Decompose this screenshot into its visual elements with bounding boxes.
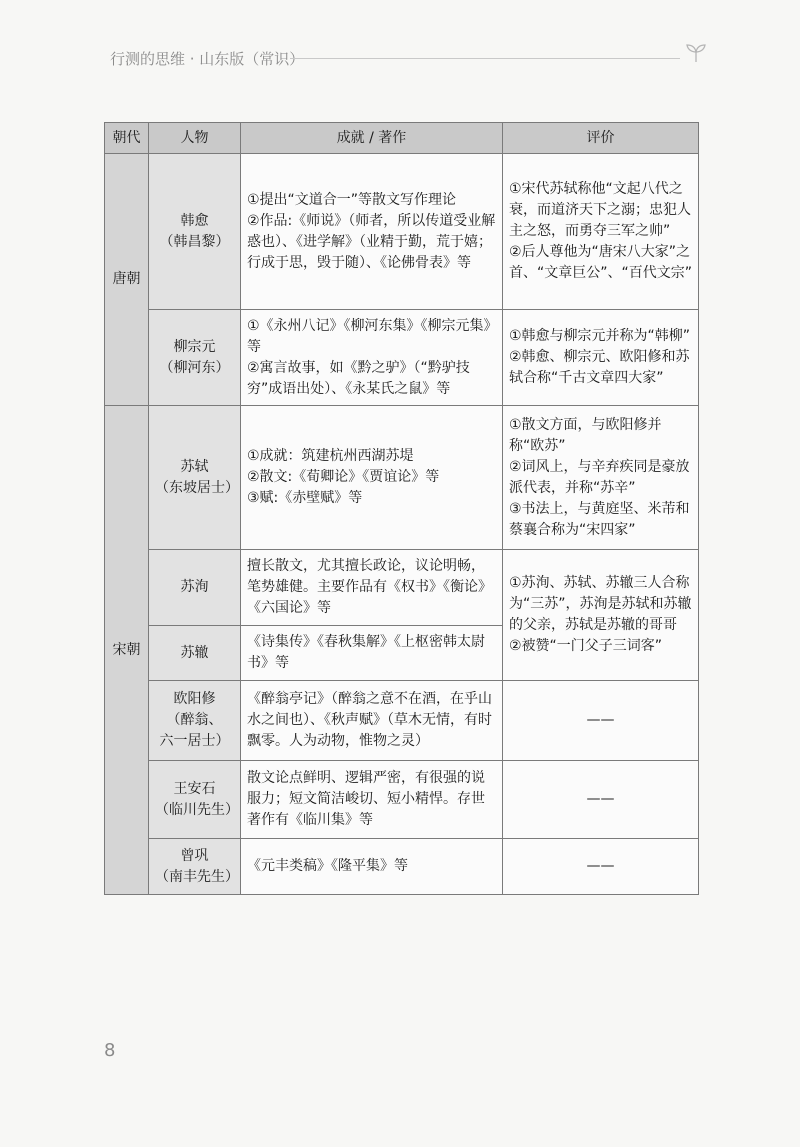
evaluation-cell	[503, 154, 699, 310]
empty-dash: ——	[586, 858, 615, 874]
header-achievement: 成就 / 著作	[241, 123, 503, 154]
evaluation-line: ②后人尊他为“唐宋八大家”之首、“文章巨公”、“百代文宗”	[509, 244, 693, 281]
person-alias: （南丰先生）	[155, 868, 239, 885]
dynasty-cell: 唐朝	[105, 154, 149, 406]
header-title: 行测的思维 · 山东版（常识）	[110, 50, 305, 68]
evaluation-line: ③书法上，与黄庭坚、米芾和蔡襄合称为“宋四家”	[509, 500, 690, 538]
achievement-line: 《元丰类稿》《隆平集》等	[247, 858, 408, 874]
achievement-line: ②作品:《师说》（师者，所以传道受业解惑也）、《进学解》（业精于勤，荒于嬉；行成于思，毁于随）、《论佛骨表》等	[247, 212, 496, 271]
person-cell	[149, 761, 241, 839]
table-row	[105, 154, 699, 310]
person-cell	[149, 406, 241, 550]
person-name: 曾巩	[180, 847, 209, 864]
person-alias: （柳河东）	[159, 359, 230, 376]
empty-dash: ——	[586, 791, 615, 807]
person-alias: （东坡居士）	[155, 479, 239, 496]
achievement-line: 散文论点鲜明、逻辑严密，有很强的说服力；短文简洁峻切、短小精悍。存世著作有《临川集》等	[247, 770, 485, 828]
achievement-line: ③赋:《赤壁赋》等	[247, 490, 363, 506]
page-header	[110, 44, 710, 74]
empty-dash: ——	[586, 712, 615, 728]
person-name: 韩愈	[180, 212, 209, 229]
person-name: 柳宗元	[173, 338, 216, 355]
person-cell	[149, 839, 241, 895]
table-row	[105, 681, 699, 761]
evaluation-line: ②被赞“一门父子三词客”	[509, 638, 663, 654]
person-alias: （临川先生）	[155, 801, 239, 818]
table-row	[105, 761, 699, 839]
evaluation-line: ①散文方面，与欧阳修并称“欧苏”	[509, 416, 662, 454]
header-evaluation: 评价	[503, 123, 699, 154]
evaluation-cell	[503, 761, 699, 839]
table-row	[105, 310, 699, 406]
evaluation-cell	[503, 681, 699, 761]
person-name: 苏轼	[180, 458, 209, 475]
achievement-cell	[241, 550, 503, 626]
person-alias: （醉翁、	[166, 712, 223, 728]
evaluation-line: ①韩愈与柳宗元并称为“韩柳”	[509, 328, 691, 344]
achievement-cell	[241, 761, 503, 839]
person-alias: 六一居士）	[159, 733, 230, 749]
achievement-cell	[241, 626, 503, 681]
achievement-line: ①提出“文道合一”等散文写作理论	[247, 191, 457, 208]
achievement-line: 擅长散文，尤其擅长政论，议论明畅，笔势雄健。主要作品有《权书》《衡论》《六国论》等	[247, 558, 492, 616]
evaluation-line: ①苏洵、苏轼、苏辙三人合称为“三苏”，苏洵是苏轼和苏辙的父亲，苏轼是苏辙的哥哥	[509, 575, 692, 633]
table-row	[105, 550, 699, 626]
evaluation-cell	[503, 310, 699, 406]
header-person: 人物	[149, 123, 241, 154]
dynasty-cell: 宋朝	[105, 406, 149, 895]
achievement-line: ①成就：筑建杭州西湖苏堤	[247, 448, 414, 464]
sprout-icon	[682, 40, 710, 64]
achievement-cell	[241, 839, 503, 895]
table-header-row	[105, 123, 699, 154]
header-dynasty: 朝代	[105, 123, 149, 154]
achievement-cell	[241, 154, 503, 310]
achievement-cell	[241, 406, 503, 550]
table-row	[105, 406, 699, 550]
evaluation-line: ②词风上，与辛弃疾同是豪放派代表，并称“苏辛”	[509, 458, 690, 496]
writers-table	[104, 122, 699, 895]
evaluation-cell	[503, 839, 699, 895]
person-cell	[149, 550, 241, 626]
person-cell	[149, 310, 241, 406]
achievement-line: 《诗集传》《春秋集解》《上枢密韩太尉书》等	[247, 634, 485, 671]
evaluation-cell	[503, 550, 699, 681]
person-name: 苏洵	[180, 579, 209, 595]
person-name: 王安石	[173, 780, 216, 797]
page-number: 8	[104, 1040, 116, 1061]
person-cell	[149, 681, 241, 761]
evaluation-line: ①宋代苏轼称他“文起八代之衰，而道济天下之溺；忠犯人主之怒，而勇夺三军之帅”	[509, 181, 691, 239]
person-name: 苏辙	[180, 644, 209, 661]
header-rule	[290, 58, 680, 59]
achievement-line: 《醉翁亭记》（醉翁之意不在酒，在乎山水之间也）、《秋声赋》（草木无情，有时飘零。人为动物，惟物之灵）	[247, 691, 492, 749]
person-name: 欧阳修	[173, 691, 216, 707]
person-cell	[149, 154, 241, 310]
achievement-line: ②散文:《荀卿论》《贾谊论》等	[247, 469, 440, 485]
achievement-cell	[241, 310, 503, 406]
person-cell	[149, 626, 241, 681]
achievement-line: ①《永州八记》《柳河东集》《柳宗元集》等	[247, 317, 491, 355]
achievement-cell	[241, 681, 503, 761]
evaluation-line: ②韩愈、柳宗元、欧阳修和苏轼合称“千古文章四大家”	[509, 349, 690, 386]
achievement-line: ②寓言故事，如《黔之驴》（“黔驴技穷”成语出处）、《永某氏之鼠》等	[247, 359, 470, 397]
table-row	[105, 839, 699, 895]
evaluation-cell	[503, 406, 699, 550]
person-alias: （韩昌黎）	[159, 233, 230, 250]
